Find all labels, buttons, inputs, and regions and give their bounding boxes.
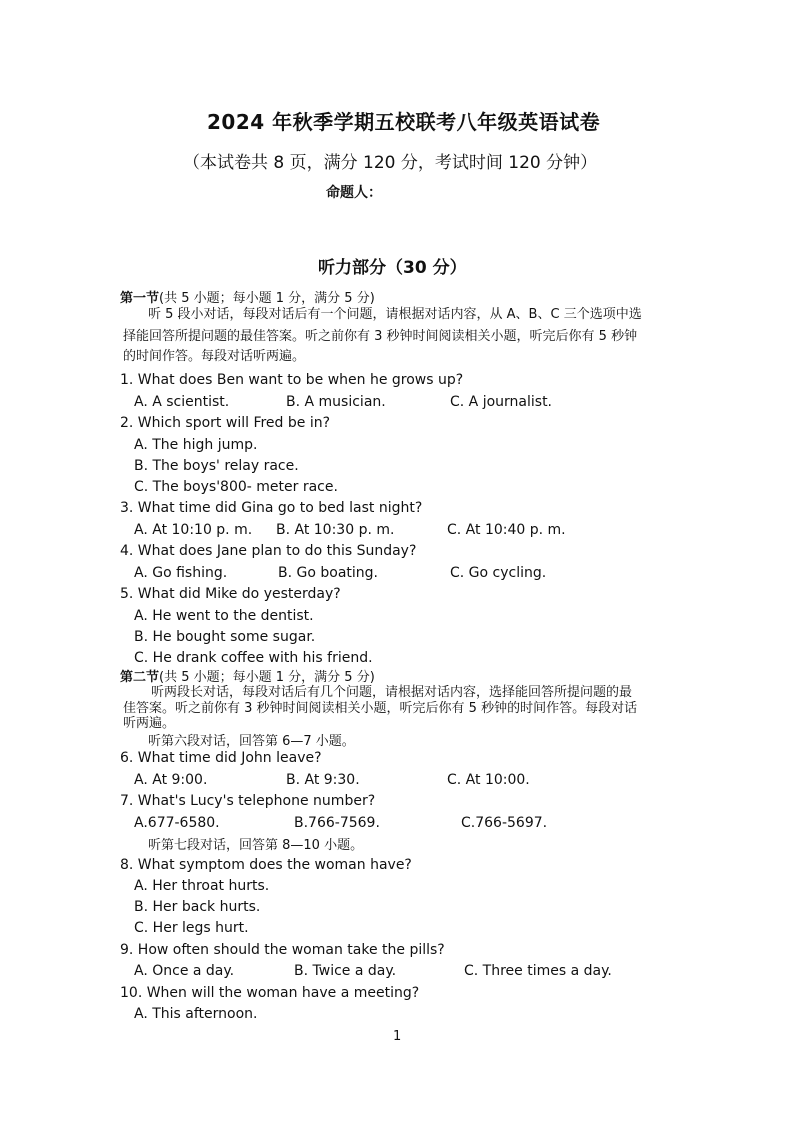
question-4: 4. What does Jane plan to do this Sunday?: [120, 543, 417, 559]
q3-option-c: C. At 10:40 p. m.: [447, 522, 566, 538]
question-7: 7. What's Lucy's telephone number?: [120, 793, 376, 809]
question-9: 9. How often should the woman take the pills?: [120, 942, 445, 958]
q3-option-b: B. At 10:30 p. m.: [276, 522, 395, 538]
q4-option-c: C. Go cycling.: [450, 565, 547, 581]
q1-option-c: C. A journalist.: [450, 394, 553, 410]
dialogue-7-note: 听第七段对话，回答第 8—10 小题。: [148, 838, 364, 853]
exam-subtitle: （本试卷共 8 页，满分 120 分，考试时间 120 分钟）: [183, 153, 598, 173]
question-2: 2. Which sport will Fred be in?: [120, 415, 331, 431]
q8-option-a: A. Her throat hurts.: [134, 878, 270, 894]
q6-option-b: B. At 9:30.: [286, 772, 360, 788]
part1-label: 第一节: [120, 291, 160, 306]
part2-instruction-line-2: 佳答案。听之前你有 3 秒钟时间阅读相关小题，听完后你有 5 秒钟的时间作答。每段对话: [123, 701, 638, 716]
question-10: 10. When will the woman have a meeting?: [120, 985, 420, 1001]
part2-instruction-line-1: 听两段长对话，每段对话后有几个问题，请根据对话内容，选择能回答所提问题的最: [151, 685, 633, 700]
part1-instruction-line-1: 听 5 段小对话，每段对话后有一个问题，请根据对话内容，从 A、B、C 三个选项中选: [148, 307, 642, 322]
q9-option-c: C. Three times a day.: [464, 963, 612, 979]
question-5: 5. What did Mike do yesterday?: [120, 586, 341, 602]
page-number: 1: [393, 1029, 402, 1044]
part1-desc: (共 5 小题；每小题 1 分，满分 5 分): [159, 291, 375, 306]
q5-option-b: B. He bought some sugar.: [134, 629, 316, 645]
q7-option-b: B.766-7569.: [294, 815, 380, 831]
q3-option-a: A. At 10:10 p. m.: [134, 522, 253, 538]
q2-option-c: C. The boys'800- meter race.: [134, 479, 338, 495]
q2-option-b: B. The boys' relay race.: [134, 458, 299, 474]
q1-option-b: B. A musician.: [286, 394, 386, 410]
q8-option-c: C. Her legs hurt.: [134, 920, 249, 936]
author-label: 命题人：: [326, 185, 382, 201]
q6-option-a: A. At 9:00.: [134, 772, 208, 788]
q4-option-a: A. Go fishing.: [134, 565, 228, 581]
part2-label: 第二节: [120, 670, 160, 685]
dialogue-6-note: 听第六段对话，回答第 6—7 小题。: [148, 734, 355, 749]
q7-option-a: A.677-6580.: [134, 815, 220, 831]
q9-option-b: B. Twice a day.: [294, 963, 397, 979]
q10-option-a: A. This afternoon.: [134, 1006, 258, 1022]
part2-instruction-line-3: 听两遍。: [123, 716, 176, 731]
q1-option-a: A. A scientist.: [134, 394, 230, 410]
question-3: 3. What time did Gina go to bed last night?: [120, 500, 423, 516]
question-1: 1. What does Ben want to be when he grows up?: [120, 372, 464, 388]
q6-option-c: C. At 10:00.: [447, 772, 530, 788]
question-8: 8. What symptom does the woman have?: [120, 857, 412, 873]
q4-option-b: B. Go boating.: [278, 565, 378, 581]
part1-instruction-line-2: 择能回答所提问题的最佳答案。听之前你有 3 秒钟时间阅读相关小题，听完后你有 5 秒钟: [123, 329, 638, 344]
part2-desc: (共 5 小题；每小题 1 分，满分 5 分): [159, 670, 375, 685]
exam-title: 2024 年秋季学期五校联考八年级英语试卷: [207, 110, 601, 134]
q8-option-b: B. Her back hurts.: [134, 899, 261, 915]
section-title: 听力部分（30 分）: [318, 258, 467, 278]
part1-instruction-line-3: 的时间作答。每段对话听两遍。: [123, 349, 306, 364]
question-6: 6. What time did John leave?: [120, 750, 322, 766]
q9-option-a: A. Once a day.: [134, 963, 235, 979]
q5-option-c: C. He drank coffee with his friend.: [134, 650, 373, 666]
q5-option-a: A. He went to the dentist.: [134, 608, 314, 624]
q7-option-c: C.766-5697.: [461, 815, 548, 831]
q2-option-a: A. The high jump.: [134, 437, 258, 453]
